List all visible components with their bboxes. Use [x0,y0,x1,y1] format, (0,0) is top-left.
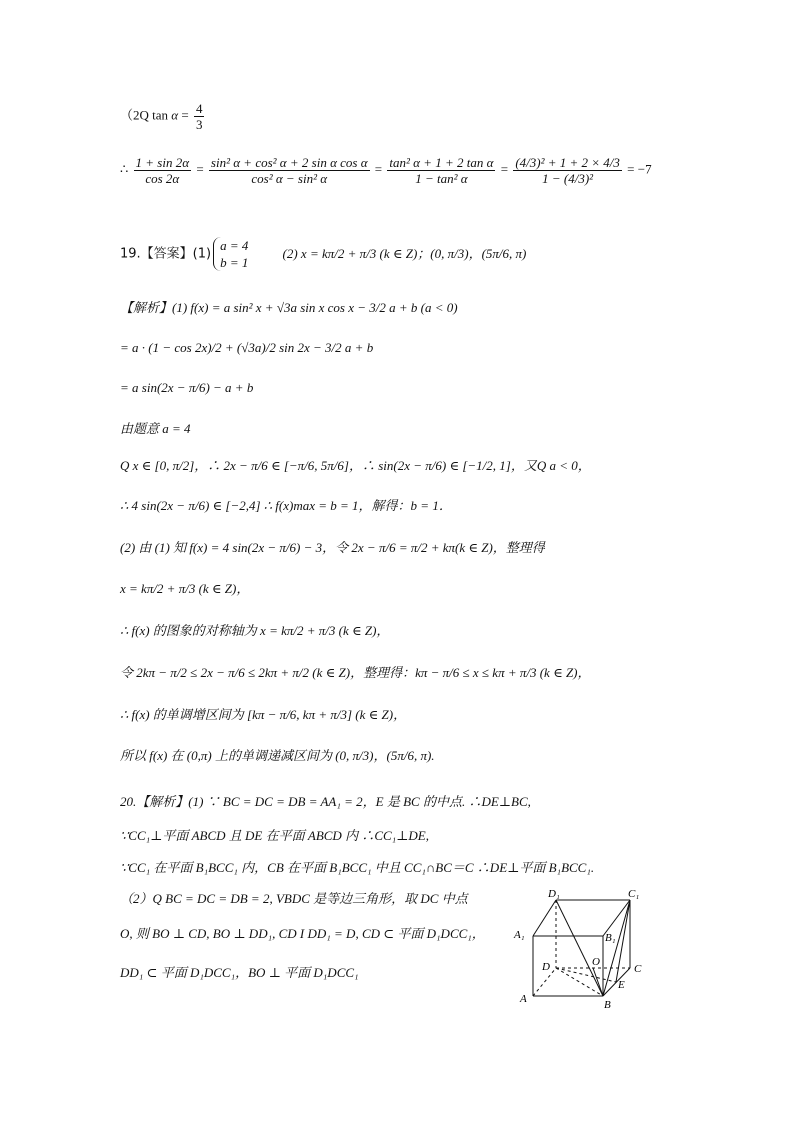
label-D1: D₁ [548,888,560,900]
analysis-line-11: ∴ f(x) 的单调增区间为 [kπ − π/6, kπ + π/3] (k ∈ Z)， [120,707,407,722]
analysis-line-6: ∴ 4 sin(2x − π/6) ∈ [−2,4] ∴ f(x)max = b = 1，解得：b = 1． [120,498,452,513]
label-A: A [520,993,527,1005]
analysis-line-2: = a · (1 − cos 2x)/2 + (√3a)/2 sin 2x − 3/2 a + b [120,340,374,355]
analysis-line-5: Q x ∈ [0, π/2]，∴ 2x − π/6 ∈ [−π/6, 5π/6]，∴ sin(2x − π/6) ∈ [−1/2, 1]，又Q a < 0， [120,458,591,473]
edge [556,900,603,996]
q20-line-5: O, 则 BO ⊥ CD, BO ⊥ DD₁, CD I DD₁ = D, CD ⊂ 平面 D₁DCC₁， [120,926,485,941]
text-fragment: = −7 [627,161,652,177]
fraction-numerator: (4/3)² + 1 + 2 × 4/3 [515,155,620,170]
fraction [513,155,622,186]
label-O: O [592,956,600,968]
label-C: C [634,963,642,975]
text-fragment: (2) x = kπ/2 + π/3 (k ∈ Z)；(0, π/3)，(5π/6, π) [282,245,527,261]
label-D: D [542,961,550,973]
fraction [387,155,495,186]
fraction [194,101,205,132]
q20-line-2: ∵CC₁⊥平面 ABCD 且 DE 在平面 ABCD 内 ∴CC₁⊥DE, [120,828,429,843]
edge [603,900,630,936]
analysis-line-7: (2) 由 (1) 知 f(x) = 4 sin(2x − π/6) − 3，令 2x − π/6 = π/2 + kπ(k ∈ Z)，整理得 [120,540,545,555]
q20-line-1: 20.【解析】(1) ∵ BC = DC = DB = AA₁ = 2，E 是 BC 的中点. ∴DE⊥BC, [120,794,531,809]
line-tan-given [120,101,206,132]
fraction [134,155,192,186]
analysis-line-12: 所以 f(x) 在 (0,π) 上的单调递减区间为 (0, π/3)，(5π/6, π). [120,748,435,763]
q20-line-4: （2）Q BC = DC = DB = 2, VBDC 是等边三角形，取 DC 中点 [120,891,468,906]
hidden-edge [556,968,616,982]
fraction-denominator: cos 2α [145,171,180,186]
fraction-numerator: 1 + sin 2α [135,155,190,170]
analysis-line-4: 由题意 a = 4 [120,421,191,436]
analysis-line-10: 令 2kπ − π/2 ≤ 2x − π/6 ≤ 2kπ + π/2 (k ∈ Z)，整理得：kπ − π/6 ≤ x ≤ kπ + π/3 (k ∈ Z)， [120,665,591,680]
case-line: a = 4 [220,238,249,253]
edge [533,900,556,936]
fraction [209,155,370,186]
edge [593,968,603,996]
cases-brace [213,237,248,271]
analysis-line-3: = a sin(2x − π/6) − a + b [120,380,254,395]
fraction-numerator: sin² α + cos² α + 2 sin α cos α [210,155,368,170]
fraction-denominator: 1 − tan² α [415,171,468,186]
label-E: E [618,979,625,991]
text-fragment: （2Q tan [120,107,172,123]
label-A1: A₁ [514,929,525,941]
q19-answer [120,237,526,271]
q20-line-6: DD₁ ⊂ 平面 D₁DCC₁，BO ⊥ 平面 D₁DCC₁ [120,965,359,980]
text-fragment: ∴ [120,161,132,177]
text-fragment: = [178,107,192,123]
fraction-denominator: cos² α − sin² α [251,171,328,186]
analysis-line-8: x = kπ/2 + π/3 (k ∈ Z)， [120,581,250,596]
line-fraction-chain: ∴ $\frac{1 + \sin 2\alpha}{\cos 2\alpha}$ = $\frac{\text{sin² α + cos² α + 2 sin α cos α}}{\text{cos² α − sin² α}}$ = $\frac{\text{tan² α + 1 + 2 tan α}}{\text{1 − tan² α}}$ = $\frac{\text{(4/3)² + 1 + 2 × 4/3}}{\text{1 − (4/3)²}}$ = −7 [120,155,652,186]
prism-figure [508,886,668,1016]
q20-line-3: ∵CC₁ 在平面 B₁BCC₁ 内，CB 在平面 B₁BCC₁ 中且 CC₁∩BC＝C ∴DE⊥平面 B₁BCC₁. [120,860,595,875]
fraction-denominator: 1 − (4/3)² [542,171,594,186]
fraction-numerator: 4 [195,101,203,116]
label-B: B [604,999,611,1011]
label-B1: B₁ [605,932,616,944]
fraction-denominator: 3 [195,117,203,132]
label-C1: C₁ [628,888,640,900]
fraction-numerator: tan² α + 1 + 2 tan α [389,155,494,170]
question-label: 19.【答案】(1) [120,246,212,262]
analysis-line-1: 【解析】(1) f(x) = a sin² x + √3a sin x cos x − 3/2 a + b (a < 0) [120,300,458,315]
analysis-line-9: ∴ f(x) 的图象的对称轴为 x = kπ/2 + π/3 (k ∈ Z)， [120,623,390,638]
text-fragment: α [171,107,179,123]
case-line: b = 1 [220,255,249,270]
